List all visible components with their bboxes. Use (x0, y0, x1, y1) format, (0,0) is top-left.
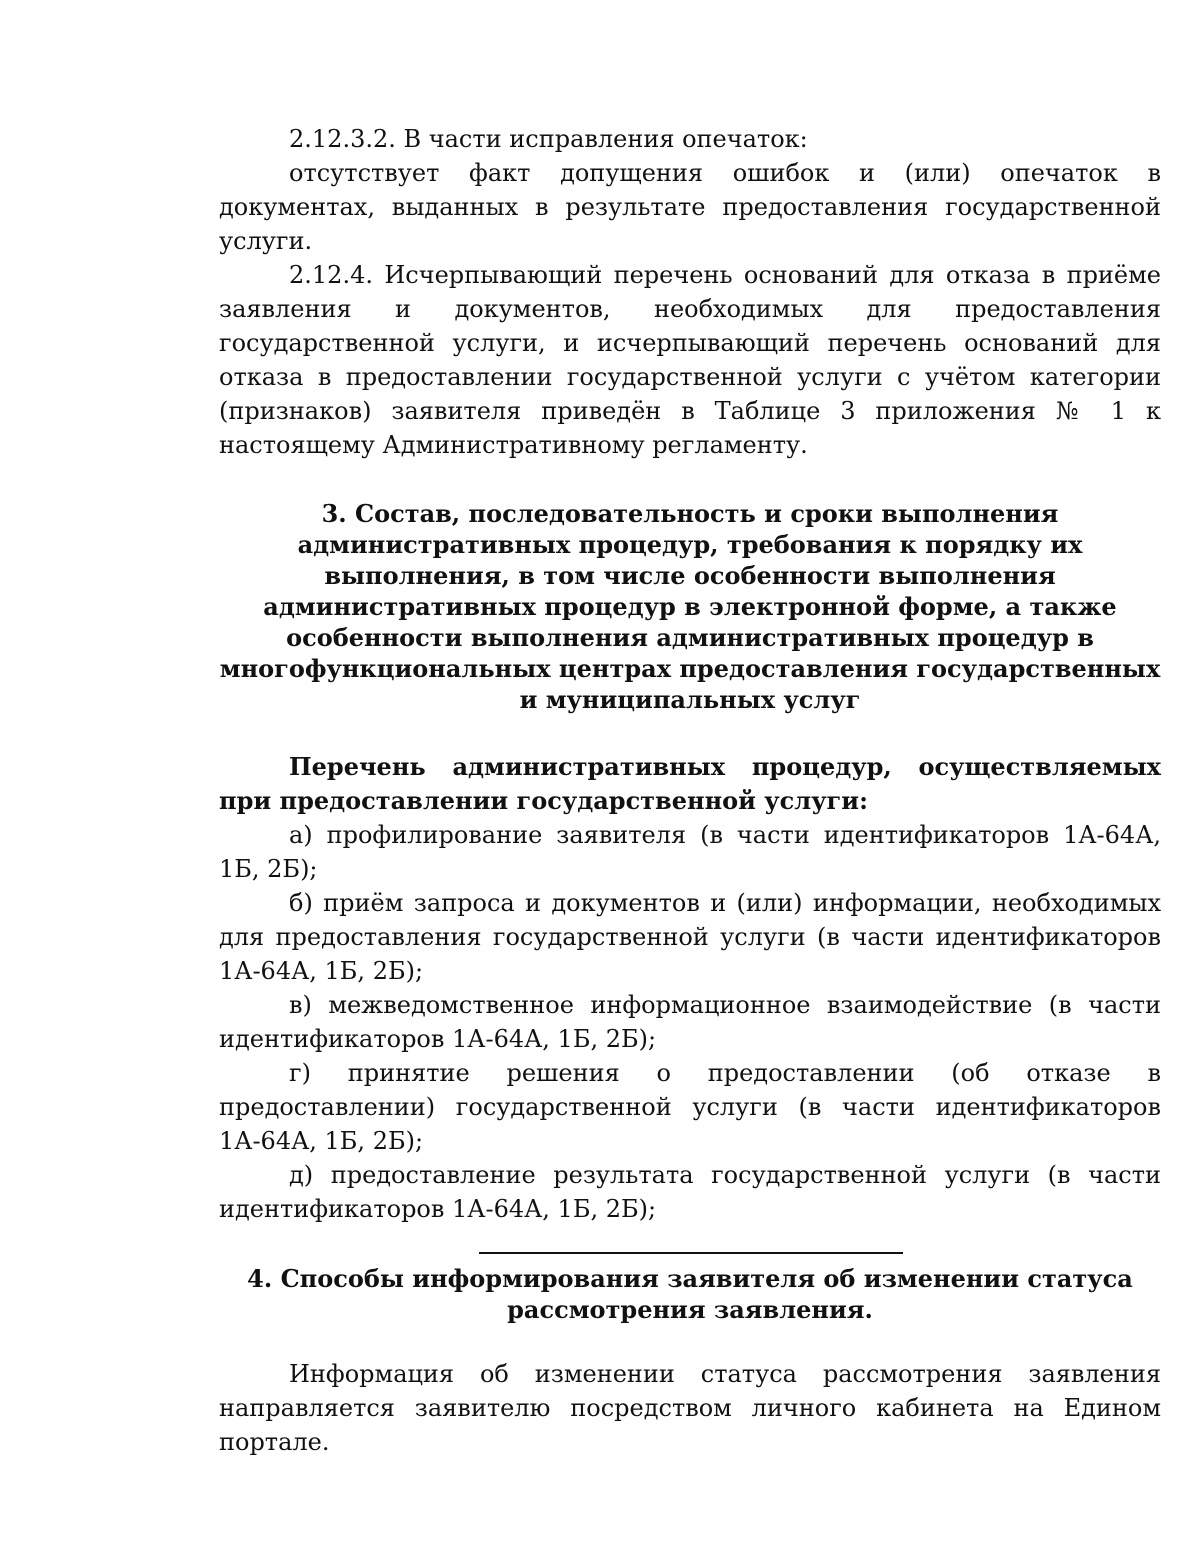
section-4-heading-block (219, 1263, 1161, 1325)
section-4-heading-line-2: рассмотрения заявления. (507, 1295, 873, 1324)
document-body (219, 122, 1161, 1459)
paragraph-2-12-4: 2.12.4. Исчерпывающий перечень оснований для отказа в приёме заявления и документов, необходимых для предоставления государственной услуги, и исчерпывающий перечень оснований для отказа в предоставлении государственной услуги с учётом категории (признаков) заявителя приведён в Таблице 3 приложения № 1 к настоящему Административному регламенту. (219, 261, 1161, 459)
procedure-item-a: а) профилирование заявителя (в части идентификаторов 1А-64А, 1Б, 2Б); (219, 821, 1161, 883)
procedures-list-title: Перечень административных процедур, осуществляемых при предоставлении государственной услуги: (219, 752, 1161, 815)
procedure-item-g: г) принятие решения о предоставлении (об отказе в предоставлении) государственной услуги (в части идентификаторов 1А-64А, 1Б, 2Б); (219, 1059, 1161, 1155)
section-3-heading: 3. Состав, последовательность и сроки выполнения административных процедур, требования к порядку их выполнения, в том числе особенности выполнения административных процедур в электронной форме, а также особенности выполнения административных процедур в многофункциональных центрах предоставления государственных и муниципальных услуг (219, 499, 1161, 714)
paragraph-2-12-3-2-text: отсутствует факт допущения ошибок и (или) опечаток в документах, выданных в результате предоставления государственной услуги. (219, 159, 1161, 255)
section-3-heading-block (219, 498, 1161, 715)
end-divider-line (479, 1252, 903, 1254)
paragraph-2-12-3-2-title: 2.12.3.2. В части исправления опечаток: (289, 125, 808, 153)
section-4-heading-line-1: 4. Способы информирования заявителя об изменении статуса (247, 1264, 1133, 1293)
procedure-item-b: б) приём запроса и документов и (или) информации, необходимых для предоставления государственной услуги (в части идентификаторов 1А-64А, 1Б, 2Б); (219, 889, 1161, 985)
section-4-text: Информация об изменении статуса рассмотрения заявления направляется заявителю посредством личного кабинета на Едином портале. (219, 1360, 1161, 1456)
procedure-item-d: д) предоставление результата государственной услуги (в части идентификаторов 1А-64А, 1Б, 2Б); (219, 1161, 1161, 1223)
procedure-item-v: в) межведомственное информационное взаимодействие (в части идентификаторов 1А-64А, 1Б, 2Б); (219, 991, 1161, 1053)
